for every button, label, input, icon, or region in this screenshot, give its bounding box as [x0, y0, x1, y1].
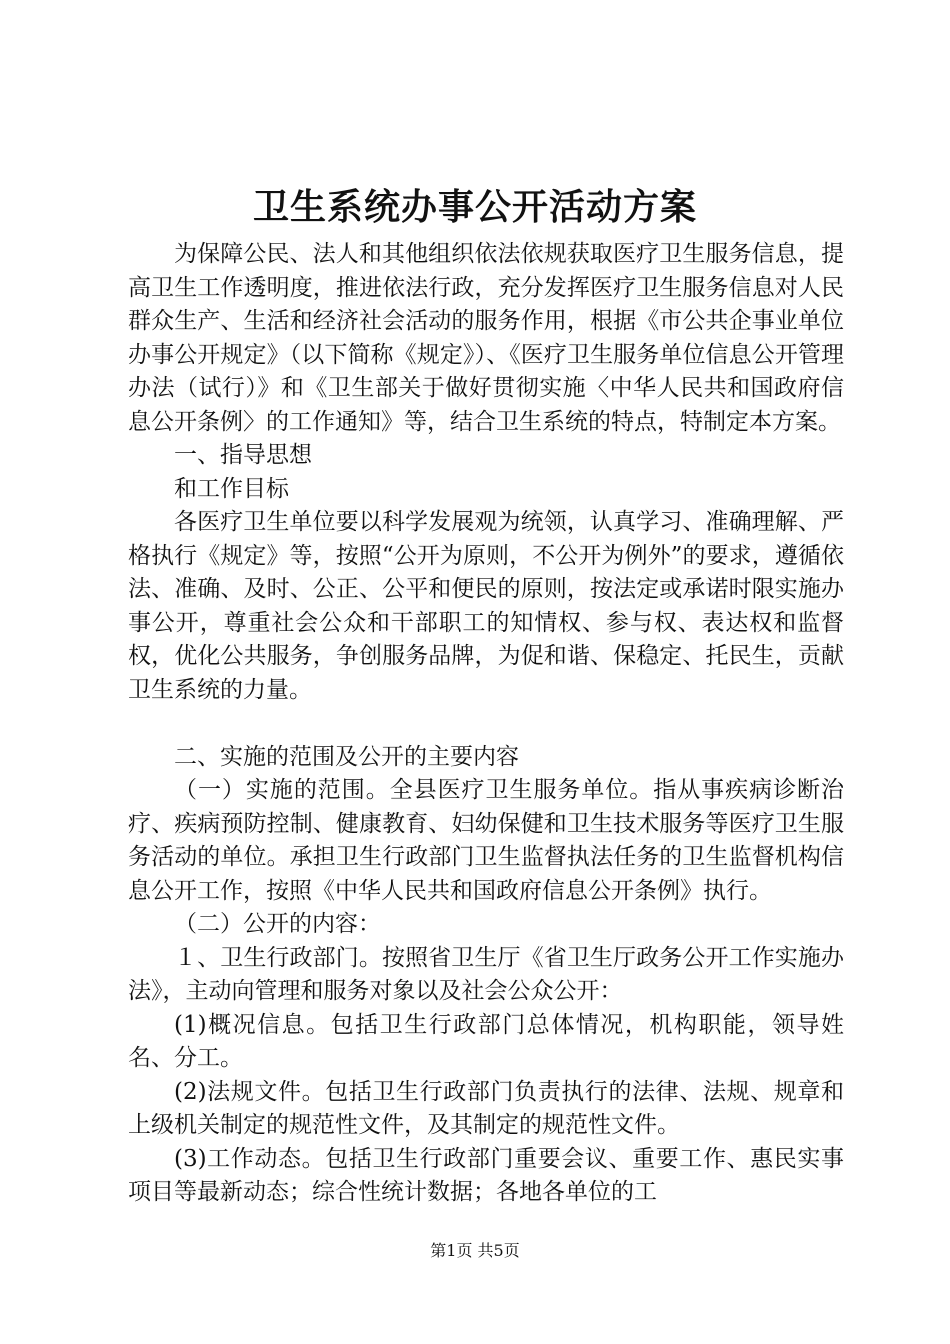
document-body [128, 238, 844, 1210]
overview-info-paragraph: (1)概况信息。包括卫生行政部门总体情况，机构职能，领导姓名、分工。 [128, 1011, 844, 1071]
page-footer: 第1页 共5页 [430, 1241, 520, 1260]
intro-paragraph: 为保障公民、法人和其他组织依法依规获取医疗卫生服务信息，提高卫生工作透明度，推进依法行政，充分发挥医疗卫生服务信息对人民群众生产、生活和经济社会活动的服务作用，根据《市公共企事业单位办事公开规定》（以下简称《规定》）、《医疗卫生服务单位信息公开管理办法（试行）》和《卫生部关于做好贯彻实施〈中华人民共和国政府信息公开条例〉的工作通知》等，结合卫生系统的特点，特制定本方案。 [128, 241, 844, 435]
section-heading-work-goal: 和工作目标 [174, 475, 289, 502]
section-heading-scope: 二、实施的范围及公开的主要内容 [174, 743, 519, 770]
content-heading: （二）公开的内容： [174, 911, 381, 937]
scope-paragraph: （一）实施的范围。全县医疗卫生服务单位。指从事疾病诊断治疗、疾病预防控制、健康教育、妇幼保健和卫生技术服务等医疗卫生服务活动的单位。承担卫生行政部门卫生监督执法任务的卫生监督机构信息公开工作，按照《中华人民共和国政府信息公开条例》执行。 [128, 777, 844, 904]
guiding-paragraph: 各医疗卫生单位要以科学发展观为统领，认真学习、准确理解、严格执行《规定》等，按照“公开为原则，不公开为例外”的要求，遵循依法、准确、及时、公正、公平和便民的原则，按法定或承诺时限实施办事公开，尊重社会公众和干部职工的知情权、参与权、表达权和监督权，优化公共服务，争创服务品牌，为促和谐、保稳定、托民生，贡献卫生系统的力量。 [128, 509, 844, 703]
regulation-docs-paragraph: (2)法规文件。包括卫生行政部门负责执行的法律、法规、规章和上级机关制定的规范性文件，及其制定的规范性文件。 [128, 1078, 844, 1138]
section-heading-guiding-thought: 一、指导思想 [174, 442, 312, 468]
paragraph-spacer [128, 707, 844, 741]
document-title: 卫生系统办事公开活动方案 [252, 186, 697, 228]
work-news-paragraph: (3)工作动态。包括卫生行政部门重要会议、重要工作、惠民实事项目等最新动态；综合性统计数据；各地各单位的工 [128, 1145, 844, 1205]
health-admin-paragraph: １、卫生行政部门。按照省卫生厅《省卫生厅政务公开工作实施办法》，主动向管理和服务对象以及社会公众公开： [128, 944, 844, 1004]
